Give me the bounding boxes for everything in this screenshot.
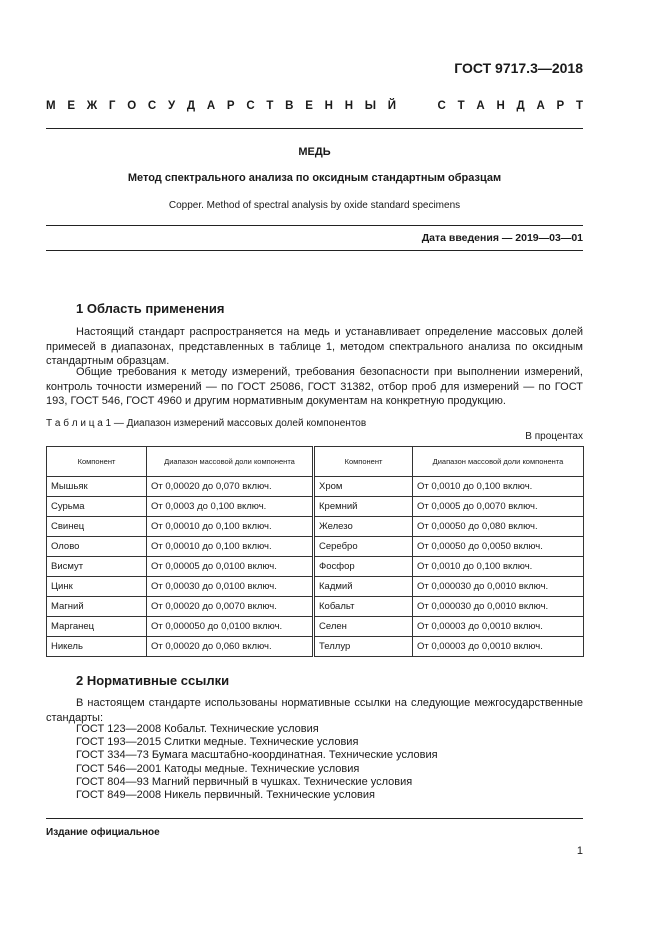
reference-item: ГОСТ 849—2008 Никель первичный. Технические условия [76, 789, 375, 802]
cell-range-right: От 0,000030 до 0,0010 включ. [413, 597, 584, 617]
reference-item: ГОСТ 804—93 Магний первичный в чушках. Технические условия [76, 775, 413, 788]
banner-letter: Т [575, 100, 583, 112]
table-row [47, 617, 584, 637]
banner-letter: Ж [86, 100, 98, 112]
banner-letter: Н [344, 100, 354, 112]
normative-references-list [76, 723, 438, 802]
section-1-paragraph-1 [46, 325, 583, 369]
banner-letter: С [147, 100, 157, 112]
standard-subtitle: Метод спектрального анализа по оксидным стандартным образцам [127, 172, 502, 184]
banner-letter: О [127, 100, 137, 112]
cell-component-right: Кадмий [315, 577, 413, 597]
cell-component-left: Магний [47, 597, 147, 617]
table-header-row [47, 447, 584, 477]
banner-letter: Т [457, 100, 465, 112]
table-row [47, 477, 584, 497]
table-row [47, 517, 584, 537]
reference-item: ГОСТ 123—2008 Кобальт. Технические условия [76, 723, 319, 735]
cell-range-right: От 0,0010 до 0,100 включ. [413, 557, 584, 577]
banner-letter: А [206, 100, 216, 112]
header-range-right: Диапазон массовой доли компонента [413, 447, 584, 477]
cell-component-left: Висмут [47, 557, 147, 577]
reference-item: ГОСТ 334—73 Бумага масштабно-координатная. Технические условия [76, 749, 438, 762]
introduction-date: Дата введения — 2019—03—01 [421, 232, 583, 244]
cell-component-right: Фосфор [315, 557, 413, 577]
banner-letter: Р [226, 100, 235, 112]
table-row [47, 597, 584, 617]
banner-letter: Е [67, 100, 76, 112]
cell-range-left: От 0,0003 до 0,100 включ. [147, 497, 313, 517]
banner-word-gap [408, 100, 426, 112]
banner-letter: Ы [364, 100, 377, 112]
title-divider [46, 225, 583, 226]
table-row [47, 637, 584, 657]
cell-component-left: Олово [47, 537, 147, 557]
banner-letter: Н [496, 100, 505, 112]
banner-letter: У [167, 100, 176, 112]
cell-range-right: От 0,0010 до 0,100 включ. [413, 477, 584, 497]
cell-component-left: Никель [47, 637, 147, 657]
cell-component-left: Сурьма [47, 497, 147, 517]
cell-component-right: Железо [315, 517, 413, 537]
cell-range-right: От 0,000030 до 0,0010 включ. [413, 577, 584, 597]
banner-letter: В [285, 100, 294, 112]
cell-range-left: От 0,00020 до 0,070 включ. [147, 477, 313, 497]
cell-range-left: От 0,00010 до 0,100 включ. [147, 517, 313, 537]
cell-range-right: От 0,00003 до 0,0010 включ. [413, 637, 584, 657]
banner-letter: А [476, 100, 485, 112]
table-caption: Т а б л и ц а 1 — Диапазон измерений массовых долей компонентов [46, 418, 367, 429]
components-table [46, 446, 583, 657]
banner-letter: С [246, 100, 255, 112]
section-2-paragraph-1-text: В настоящем стандарте использованы нормативные ссылки на следующие межгосударственные стандарты: [46, 697, 583, 724]
cell-range-right: От 0,00050 до 0,0050 включ. [413, 537, 584, 557]
cell-component-right: Серебро [315, 537, 413, 557]
cell-range-right: От 0,00050 до 0,080 включ. [413, 517, 584, 537]
header-range-left: Диапазон массовой доли компонента [147, 447, 313, 477]
cell-component-right: Хром [315, 477, 413, 497]
cell-component-left: Свинец [47, 517, 147, 537]
cell-component-right: Кремний [315, 497, 413, 517]
banner-letter: Й [387, 100, 397, 112]
section-2-paragraph-1 [46, 696, 583, 725]
section-1-paragraph-2-text: Общие требования к методу измерений, требования безопасности при выполнении измерений, контроль точности измерений — по ГОСТ 25086, ГОСТ 31382, отбор проб для измерений — по ГОСТ 193, ГОСТ 546, ГОСТ 4960 и другим нормативным документам на конкретную продукцию. [46, 366, 583, 407]
cell-component-right: Теллур [315, 637, 413, 657]
banner-letter: Т [266, 100, 274, 112]
banner-letter: М [46, 100, 56, 112]
cell-component-left: Цинк [47, 577, 147, 597]
header-component-left: Компонент [47, 447, 147, 477]
cell-range-left: От 0,00010 до 0,100 включ. [147, 537, 313, 557]
document-code: ГОСТ 9717.3—2018 [454, 60, 583, 76]
table-row [47, 497, 584, 517]
cell-range-left: От 0,00005 до 0,0100 включ. [147, 557, 313, 577]
footer-divider [46, 818, 583, 819]
date-divider [46, 250, 583, 251]
section-1-paragraph-2 [46, 365, 583, 409]
table-row [47, 537, 584, 557]
section-1-paragraph-1-text: Настоящий стандарт распространяется на медь и устанавливает определение массовых долей примесей в диапазонах, представленных в таблице 1, методом спектрального анализа по оксидным стандартным образцам. [46, 326, 583, 367]
section-1-heading: 1 Область применения [76, 301, 225, 316]
english-title: Copper. Method of spectral analysis by oxide standard specimens [168, 200, 461, 211]
banner-letter: Р [556, 100, 565, 112]
table-row [47, 557, 584, 577]
header-component-right: Компонент [315, 447, 413, 477]
cell-component-right: Кобальт [315, 597, 413, 617]
banner-letter: Д [186, 100, 196, 112]
banner-letter: Д [516, 100, 525, 112]
cell-component-left: Марганец [47, 617, 147, 637]
cell-component-right: Селен [315, 617, 413, 637]
banner-letter: А [536, 100, 545, 112]
banner-letter: Н [324, 100, 333, 112]
cell-range-right: От 0,0005 до 0,0070 включ. [413, 497, 584, 517]
cell-range-left: От 0,000050 до 0,0100 включ. [147, 617, 313, 637]
interstate-standard-banner [46, 100, 583, 112]
standard-title: МЕДЬ [298, 146, 331, 158]
section-2-heading: 2 Нормативные ссылки [76, 673, 230, 688]
cell-range-left: От 0,00030 до 0,0100 включ. [147, 577, 313, 597]
table-units: В процентах [525, 431, 583, 442]
official-edition-label: Издание официальное [46, 827, 160, 838]
banner-letter: С [437, 100, 446, 112]
cell-component-left: Мышьяк [47, 477, 147, 497]
table-row [47, 577, 584, 597]
cell-range-left: От 0,00020 до 0,060 включ. [147, 637, 313, 657]
reference-item: ГОСТ 193—2015 Слитки медные. Технические условия [76, 736, 359, 749]
banner-letter: Г [108, 100, 116, 112]
page-number: 1 [576, 845, 583, 857]
banner-letter: Е [305, 100, 313, 112]
header-divider [46, 128, 583, 129]
cell-range-right: От 0,00003 до 0,0010 включ. [413, 617, 584, 637]
cell-range-left: От 0,00020 до 0,0070 включ. [147, 597, 313, 617]
reference-item: ГОСТ 546—2001 Катоды медные. Технические условия [76, 762, 360, 775]
